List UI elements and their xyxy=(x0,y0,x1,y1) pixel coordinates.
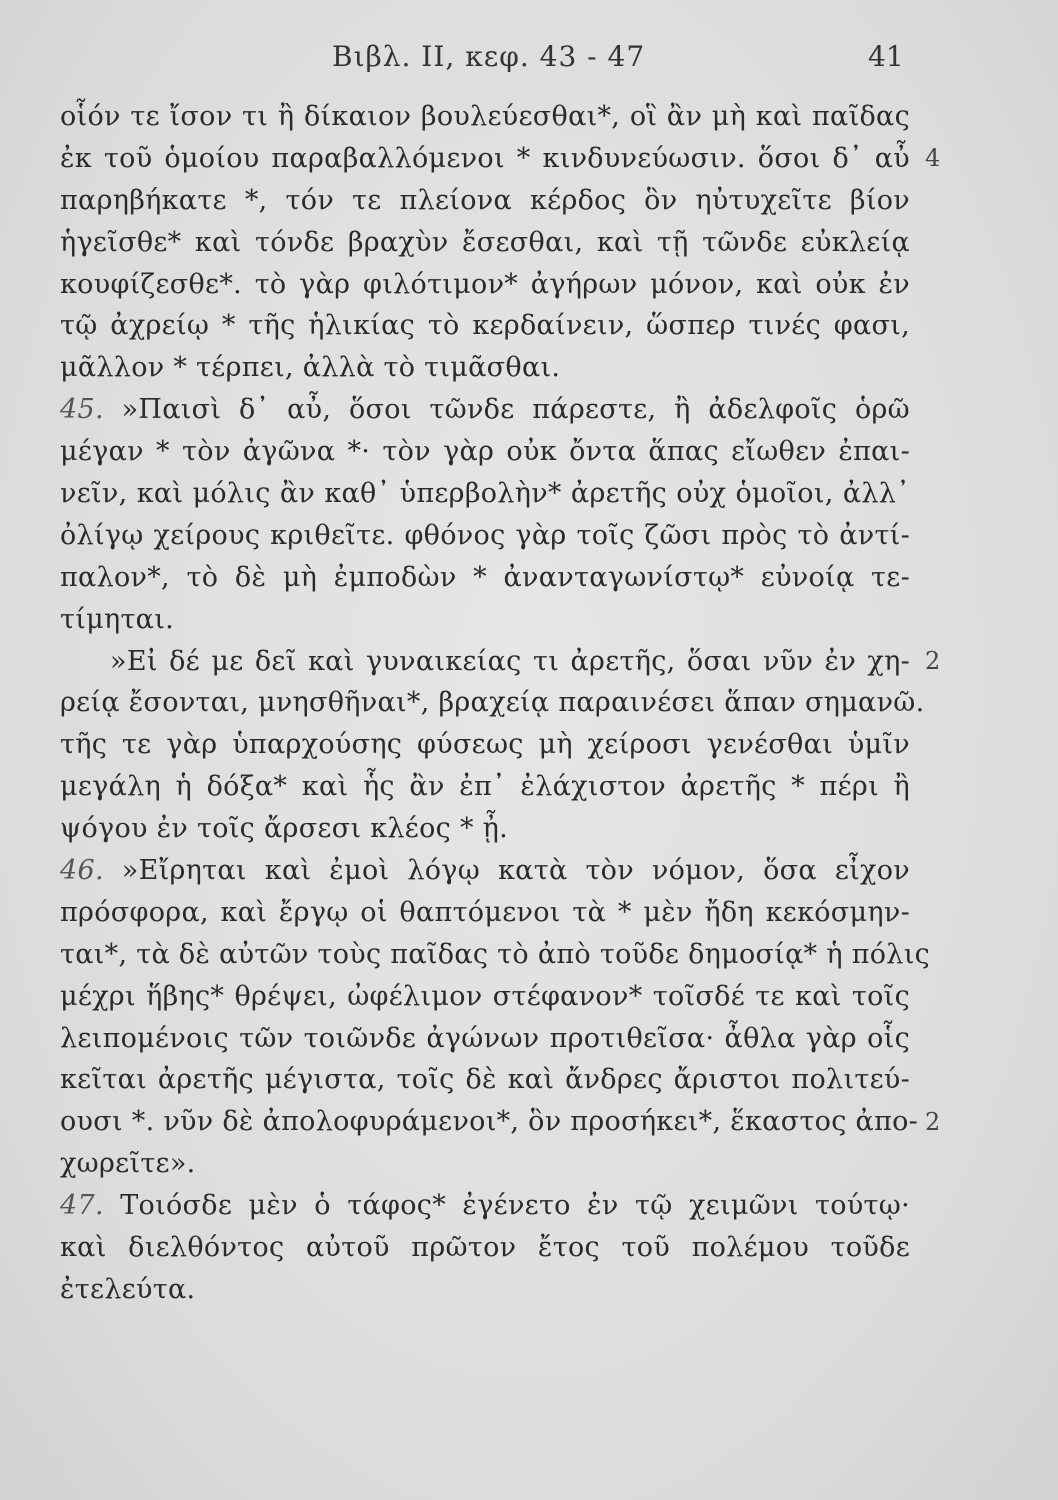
line-text: μᾶλλον * τέρπει, ἀλλὰ τὸ τιμᾶσθαι. xyxy=(60,352,561,384)
line-text: »Εἰ δέ με δεῖ καὶ γυναικείας τι ἀρετῆς, ὅσαι νῦν ἐν χη- xyxy=(110,645,910,677)
text-line xyxy=(60,389,910,431)
line-text: κεῖται ἀρετῆς μέγιστα, τοῖς δὲ καὶ ἄνδρες ἄριστοι πολιτεύ- xyxy=(60,1064,910,1096)
text-line xyxy=(60,599,910,641)
line-text: ἐτελεύτα. xyxy=(60,1273,196,1305)
text-line xyxy=(60,1018,910,1060)
line-text: ὀλίγῳ χείρους κριθεῖτε. φθόνος γὰρ τοῖς ζῶσι πρὸς τὸ ἀντί- xyxy=(60,519,910,551)
text-line xyxy=(60,1185,910,1227)
text-line xyxy=(60,431,910,473)
line-text: τῷ ἀχρείῳ * τῆς ἡλικίας τὸ κερδαίνειν, ὥσπερ τινές φασι, xyxy=(60,310,910,342)
header-title: Βιβλ. II, κεφ. 43 - 47 xyxy=(332,40,646,73)
line-text: τίμηται. xyxy=(60,603,174,635)
margin-line-number: 2 xyxy=(925,1107,941,1136)
text-line xyxy=(60,138,910,180)
line-text: τῆς τε γὰρ ὑπαρχούσης φύσεως μὴ χείροσι γενέσθαι ὑμῖν xyxy=(60,729,910,761)
line-text: Τοιόσδε μὲν ὁ τάφος* ἐγένετο ἐν τῷ χειμῶνι τούτῳ· xyxy=(120,1190,910,1222)
text-line xyxy=(60,557,910,599)
line-text: χωρεῖτε». xyxy=(60,1148,196,1180)
text-line xyxy=(60,1143,910,1185)
chapter-number: 45. xyxy=(60,394,122,426)
line-text: μέγαν * τὸν ἀγῶνα *· τὸν γὰρ οὐκ ὄντα ἅπας εἴωθεν ἐπαι- xyxy=(60,436,910,468)
chapter-number: 47. xyxy=(60,1190,121,1222)
line-text: μέχρι ἥβης* θρέψει, ὠφέλιμον στέφανον* τοῖσδέ τε καὶ τοῖς xyxy=(60,980,910,1012)
text-line xyxy=(60,473,910,515)
line-text: λειπομένοις τῶν τοιῶνδε ἀγώνων προτιθεῖσα· ἆθλα γὰρ οἷς xyxy=(60,1022,910,1054)
line-text: ἐκ τοῦ ὁμοίου παραβαλλόμενοι * κινδυνεύωσιν. ὅσοι δ᾽ αὖ xyxy=(60,142,910,174)
line-text: »Εἴρηται καὶ ἐμοὶ λόγῳ κατὰ τὸν νόμον, ὅσα εἶχον xyxy=(121,855,910,887)
text-line xyxy=(60,641,910,683)
chapter-number: 46. xyxy=(60,855,122,887)
text-line xyxy=(60,724,910,766)
text-line xyxy=(60,96,910,138)
line-text: παλον*, τὸ δὲ μὴ ἐμποδὼν * ἀνανταγωνίστῳ* εὐνοίᾳ τε- xyxy=(60,561,910,593)
text-line xyxy=(60,347,910,389)
body-text xyxy=(60,96,931,1311)
text-line xyxy=(60,515,910,557)
text-line xyxy=(60,1269,910,1311)
text-line xyxy=(60,180,910,222)
text-line xyxy=(60,305,910,347)
margin-line-number: 2 xyxy=(925,646,941,675)
line-text: ἡγεῖσθε* καὶ τόνδε βραχὺν ἔσεσθαι, καὶ τῇ τῶνδε εὐκλείᾳ xyxy=(60,226,910,258)
text-line xyxy=(60,808,910,850)
line-text: μεγάλη ἡ δόξα* καὶ ἧς ἂν ἐπ᾽ ἐλάχιστον ἀρετῆς * πέρι ἢ xyxy=(60,771,910,803)
line-text: ψόγου ἐν τοῖς ἄρσεσι κλέος * ᾖ. xyxy=(60,813,508,845)
line-text: οἷόν τε ἴσον τι ἢ δίκαιον βουλεύεσθαι*, οἳ ἂν μὴ καὶ παῖδας xyxy=(60,101,910,132)
line-text: ται*, τὰ δὲ αὐτῶν τοὺς παῖδας τὸ ἀπὸ τοῦδε δημοσίᾳ* ἡ πόλις xyxy=(60,938,931,970)
text-line xyxy=(60,1227,910,1269)
text-line xyxy=(60,892,910,934)
text-line xyxy=(60,264,910,306)
line-text: νεῖν, καὶ μόλις ἂν καθ᾽ ὑπερβολὴν* ἀρετῆς οὐχ ὁμοῖοι, ἀλλ᾽ xyxy=(60,478,910,510)
line-text: παρηβήκατε *, τόν τε πλείονα κέρδος ὃν ηὐτυχεῖτε βίον xyxy=(60,184,910,216)
text-line xyxy=(60,222,910,264)
text-line xyxy=(60,934,931,976)
page-number: 41 xyxy=(868,40,904,73)
line-text: ρείᾳ ἔσονται, μνησθῆναι*, βραχείᾳ παραινέσει ἅπαν σημανῶ. xyxy=(60,687,925,719)
margin-line-number: 4 xyxy=(925,143,941,172)
text-line xyxy=(60,766,910,808)
text-line xyxy=(60,850,910,892)
line-text: κουφίζεσθε*. τὸ γὰρ φιλότιμον* ἀγήρων μόνον, καὶ οὐκ ἐν xyxy=(60,268,910,300)
text-line xyxy=(60,1101,919,1143)
line-text: »Παισὶ δ᾽ αὖ, ὅσοι τῶνδε πάρεστε, ἢ ἀδελφοῖς ὁρῶ xyxy=(121,394,910,426)
text-line xyxy=(60,1059,910,1101)
text-line xyxy=(60,682,925,724)
text-line xyxy=(60,976,910,1018)
line-text: πρόσφορα, καὶ ἔργῳ οἱ θαπτόμενοι τὰ * μὲν ἤδη κεκόσμην- xyxy=(60,896,910,928)
running-header xyxy=(0,40,1058,80)
line-text: ουσι *. νῦν δὲ ἀπολοφυράμενοι*, ὃν προσήκει*, ἕκαστος ἀπο- xyxy=(60,1106,919,1138)
line-text: καὶ διελθόντος αὐτοῦ πρῶτον ἔτος τοῦ πολέμου τοῦδε xyxy=(60,1232,910,1264)
